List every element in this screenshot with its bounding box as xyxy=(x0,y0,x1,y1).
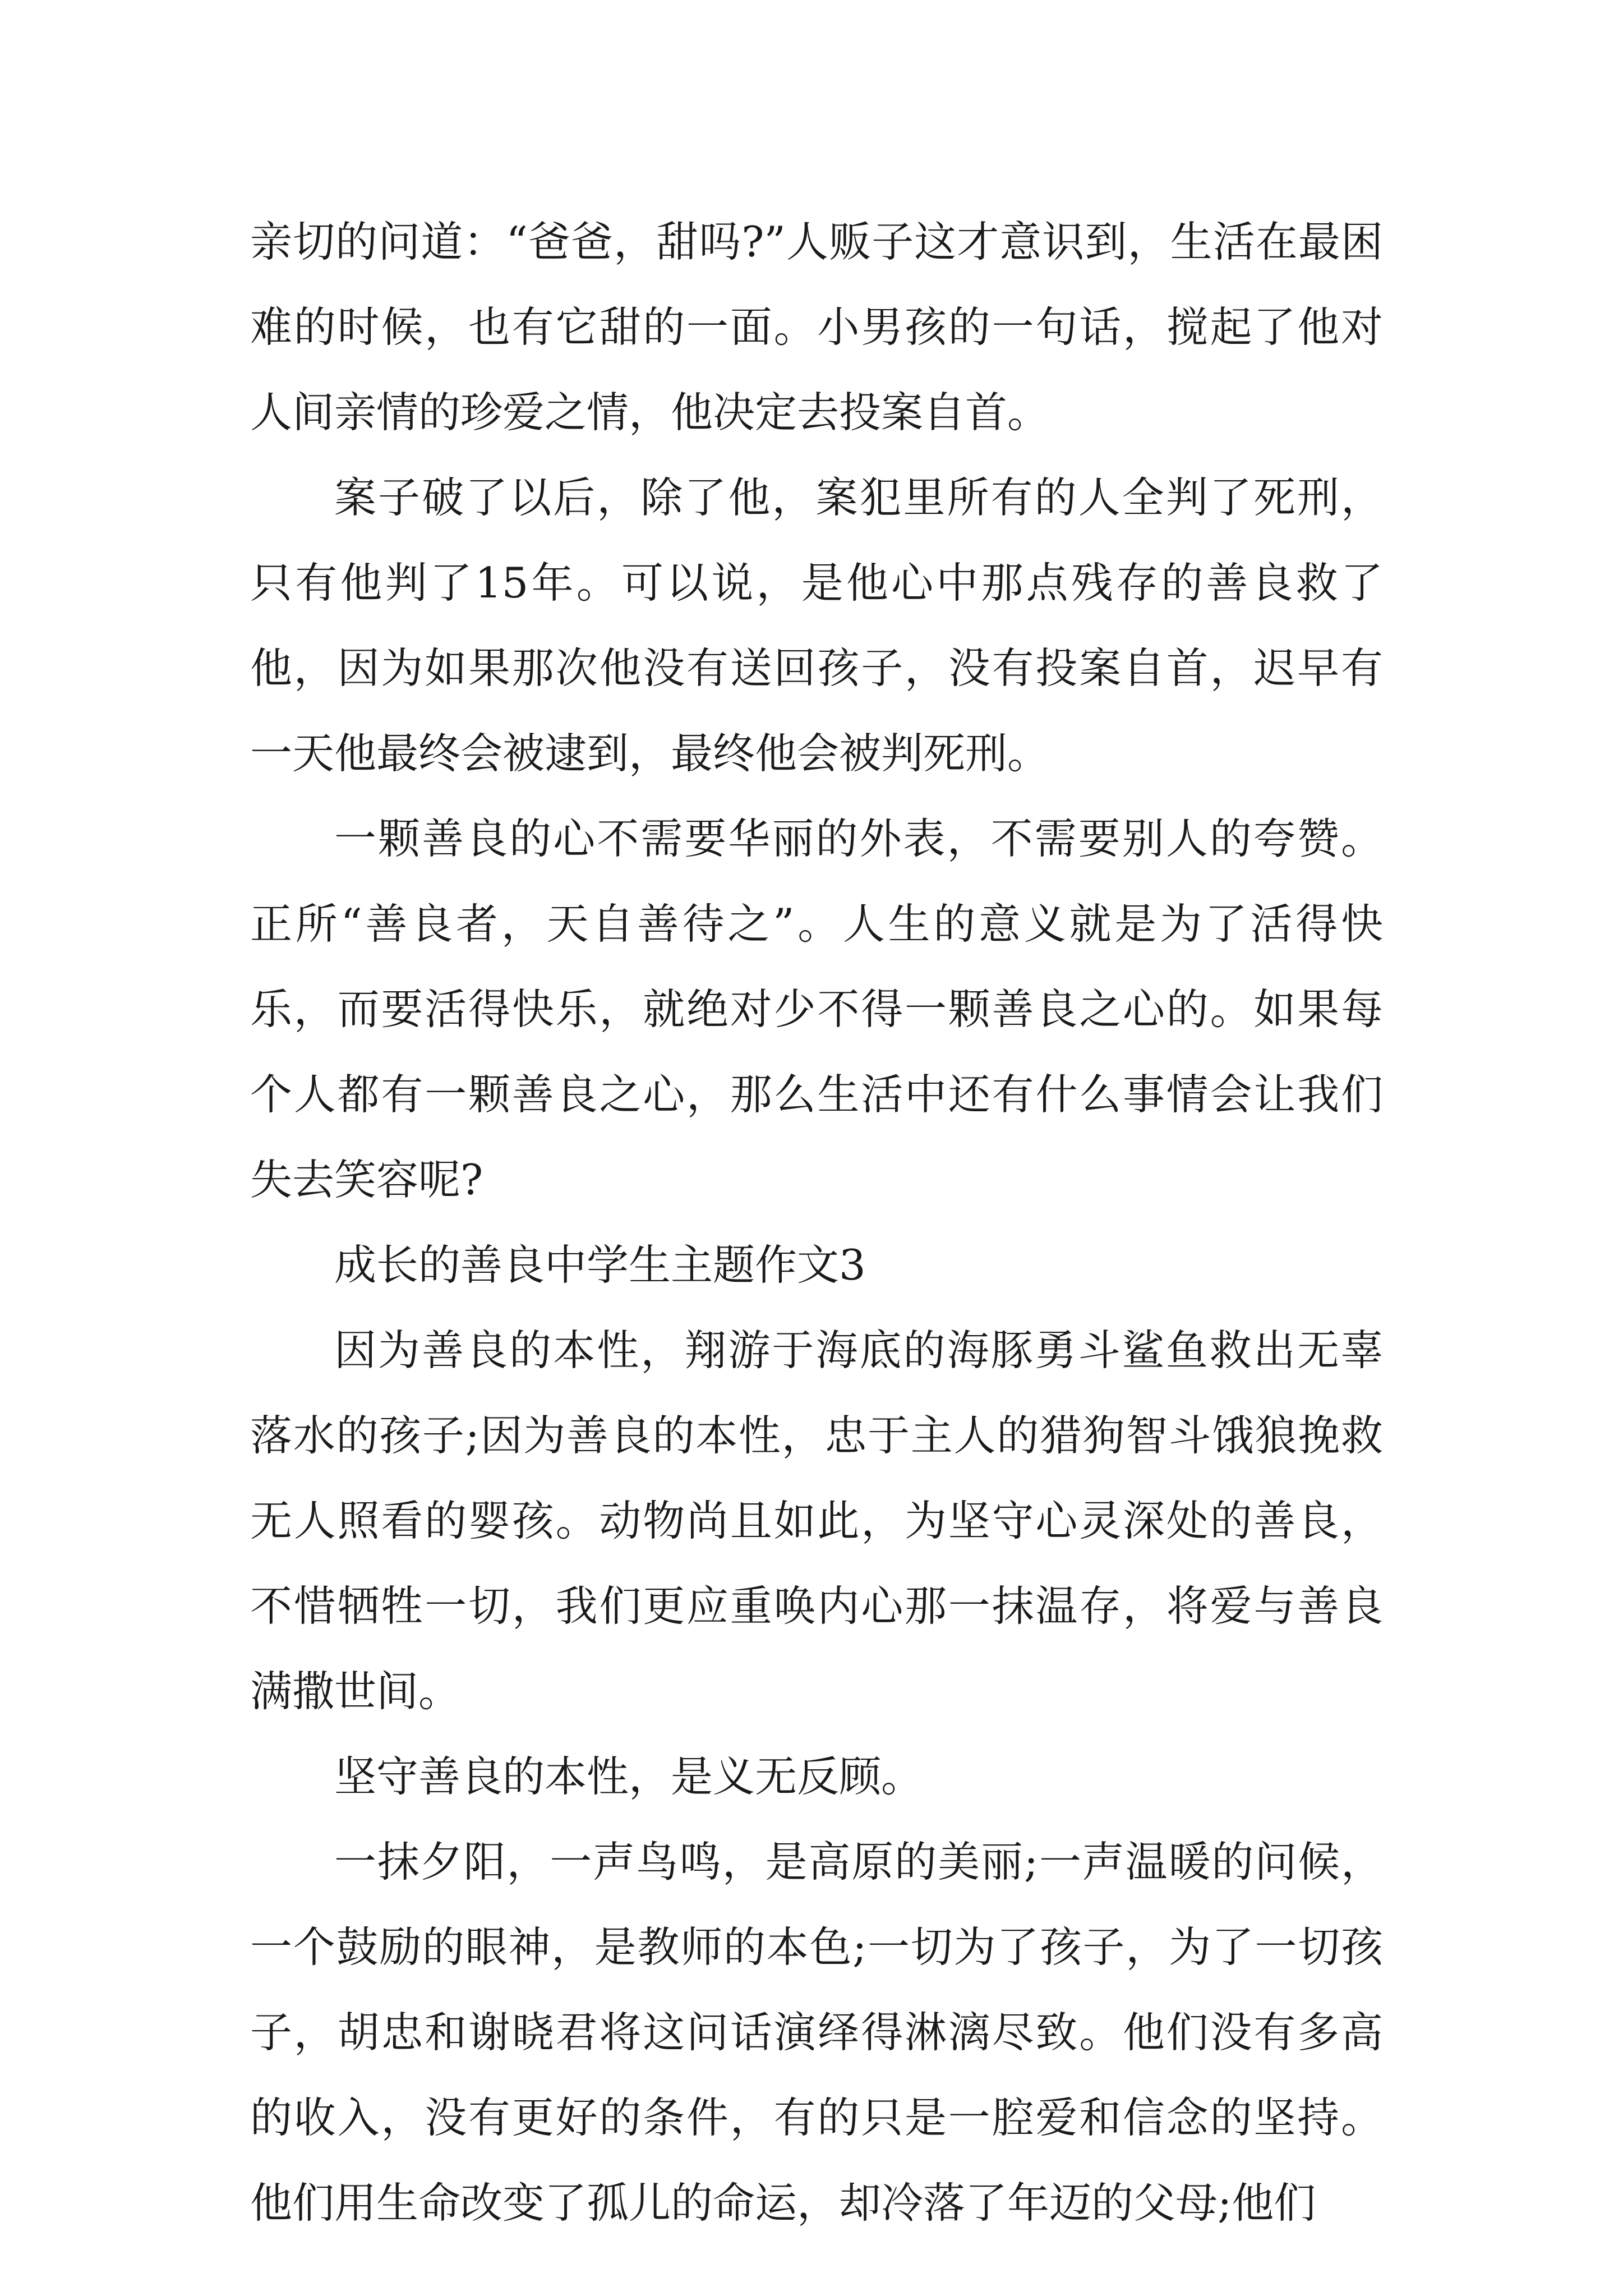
paragraph-5: 坚守善良的本性，是义无反顾。 xyxy=(334,1752,924,1801)
paragraph-6: 一抹夕阳，一声鸟鸣，是高原的美丽;一声温暖的问候，一个鼓励的眼神，是教师的本色;一切为了孩子，为了一切孩子，胡忠和谢晓君将这问话演绎得淋漓尽致。他们没有多高的收入，没有更好的条件，有的只是一腔爱和信念的坚持。他们用生命改变了孤儿的命运，却冷落了年迈的父母;他们 xyxy=(250,1837,1383,2228)
paragraph-3: 一颗善良的心不需要华丽的外表，不需要别人的夸赞。正所“善良者，天自善待之”。人生的意义就是为了活得快乐，而要活得快乐，就绝对少不得一颗善良之心的。如果每个人都有一颗善良之心，那么生活中还有什么事情会让我们失去笑容呢? xyxy=(250,814,1383,1204)
section-heading: 成长的善良中学生主题作文3 xyxy=(334,1240,866,1290)
document-body xyxy=(250,199,1383,2246)
paragraph-4: 因为善良的本性，翔游于海底的海豚勇斗鲨鱼救出无辜落水的孩子;因为善良的本性，忠于主人的猎狗智斗饿狼挽救无人照看的婴孩。动物尚且如此，为坚守心灵深处的善良，不惜牺牲一切，我们更应重唤内心那一抹温存，将爱与善良满撒世间。 xyxy=(250,1326,1383,1716)
paragraph-2: 案子破了以后，除了他，案犯里所有的人全判了死刑，只有他判了15年。可以说，是他心中那点残存的善良救了他，因为如果那次他没有送回孩子，没有投案自首，迟早有一天他最终会被逮到，最终他会被判死刑。 xyxy=(250,473,1383,778)
paragraph-1: 亲切的问道：“爸爸，甜吗?”人贩子这才意识到，生活在最困难的时候，也有它甜的一面。小男孩的一句话，搅起了他对人间亲情的珍爱之情，他决定去投案自首。 xyxy=(250,217,1383,437)
